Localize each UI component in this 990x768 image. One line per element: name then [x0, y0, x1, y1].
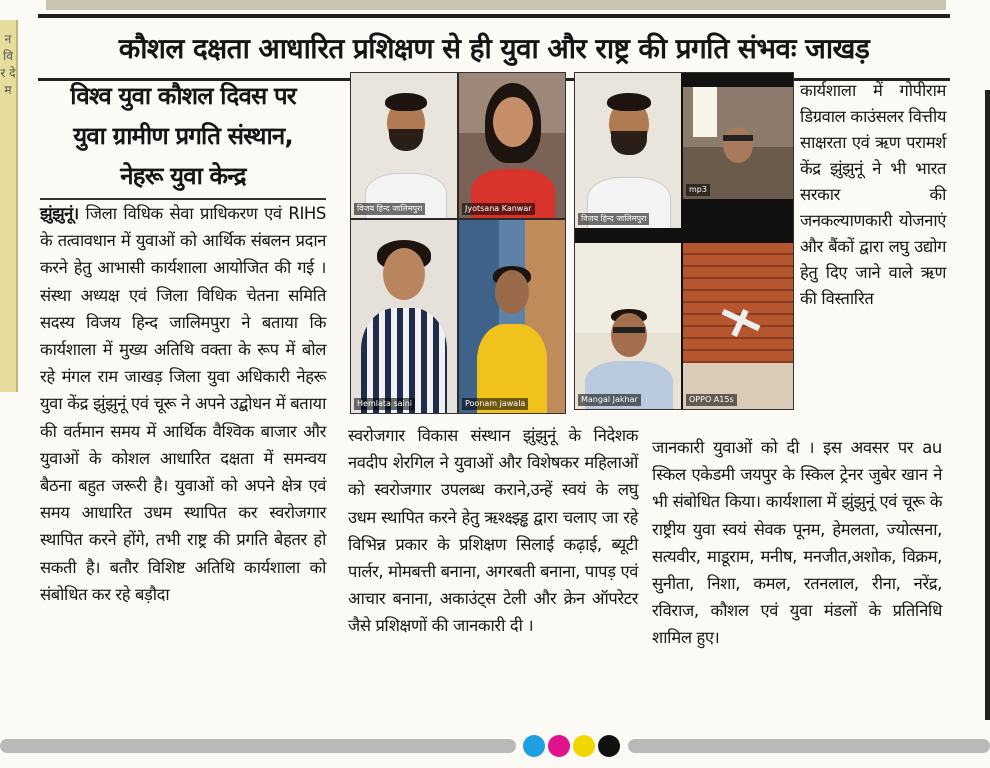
video-tile-7 — [575, 243, 681, 409]
video-tile-5 — [575, 73, 681, 228]
article-column-right-of-photo: कार्यशाला में गोपीराम डिग्रवाल काउंसलर वित्तीय साक्षरता एवं ऋण परामर्श केंद्र झुंझुनूं ने भी भारत सरकार की जनकल्याणकारी योजनाएं और बैंकों द्वारा लघु उद्योग हेतु दिए जाने वाले ऋण की विस्तारित — [800, 81, 946, 308]
video-tile-4-label: Poonam jawala — [462, 398, 528, 410]
video-tile-5-label: विजय हिन्द जालिमपुरा — [578, 213, 649, 225]
video-tile-2-label: Jyotsana Kanwar — [462, 203, 535, 215]
column-rule-right — [985, 90, 990, 720]
subheadline-line-2: युवा ग्रामीण प्रगति संस्थान, — [73, 122, 293, 150]
subheadline-line-1: विश्व युवा कौशल दिवस पर — [70, 82, 296, 110]
video-call-photo-right — [574, 72, 794, 410]
registration-strip-left — [0, 739, 516, 753]
video-tile-3 — [351, 220, 457, 413]
video-tile-7-label: Mangal Jakhar — [578, 394, 641, 406]
article-col1-text: जिला विधिक सेवा प्राधिकरण एवं RIHS के तत्वावधान में युवाओं को आर्थिक संबलन प्रदान करने हेतु आभासी कार्यशाला आयोजित की गई । संस्था अध्यक्ष एवं जिला विधिक चेतना समिति सदस्य विजय हिन्द जालिमपुरा ने बताया कि कार्यशाला में मुख्य अतिथि वक्ता के रूप में बोल रहे मंगल राम जाखड़ जिला युवा अधिकारी नेहरू युवा केंद्र झुंझुनूं एवं चूरू ने अपने उद्बोधन में बताया की वर्तमान समय में आर्थिक वैश्विक बाजार और युवाओं के कोशल आधारित दक्षता में समन्वय बैठना बहुत जरूरी है। युवाओं को अपने क्षेत्र एवं समय आधारित उधम स्थापित कर स्वरोजगार स्थापित करने होंगे, तभी राष्ट्र की प्रगति बेहतर हो सकती है। बतौर विशिष्ट अतिथि कार्यशाला को संबोधित कर रहे बड़ौदा — [40, 204, 326, 604]
video-tile-8 — [683, 243, 793, 409]
black-registration-dot — [598, 735, 620, 757]
subheadline-line-3: नेहरू युवा केन्द्र — [120, 162, 246, 190]
yellow-registration-dot — [573, 735, 595, 757]
magenta-registration-dot — [548, 735, 570, 757]
adjacent-article-fragment: न वि र दे म — [0, 32, 16, 97]
cyan-registration-dot — [523, 735, 545, 757]
registration-strip-right — [628, 739, 990, 753]
subheadline — [40, 76, 326, 200]
article-column-1 — [40, 200, 326, 608]
dateline: झुंझुनूं। — [40, 204, 79, 223]
video-tile-4 — [459, 220, 565, 413]
headline: कौशल दक्षता आधारित प्रशिक्षण से ही युवा और राष्ट्र की प्रगति संभवः जाखड़ — [118, 32, 870, 65]
top-margin-strip — [46, 0, 946, 10]
video-tile-1-label: विजय हिन्द जालिमपुरा — [354, 203, 425, 215]
article-column-2: स्वरोजगार विकास संस्थान झुंझुनूं के निदेशक नवदीप शेरगिल ने युवाओं और विशेषकर महिलाओं को स्वरोजगार उपलब्ध कराने,उन्हें स्वयं के लघु उधम स्थापित करने हेतु ऋश्क्ष्झ्ड्ढ द्वारा चलाए जा रहे विभिन्न प्रकार के प्रशिक्षण सिलाई कढ़ाई, ब्यूटी पार्लर, मोमबत्ती बनाना, अगरबती बनाना, पापड़ एवं आचार बनाना, अकाउंट्स टेली और क्रेन ऑपरेटर जैसे प्रशिक्षणों की जानकारी दी । — [348, 426, 638, 636]
print-registration-bar — [0, 733, 990, 757]
video-call-photo-left — [350, 72, 566, 414]
video-tile-6-label: mp3 — [686, 184, 710, 196]
headline-box — [38, 14, 950, 81]
video-tile-3-label: Hemlata saini — [354, 398, 415, 410]
adjacent-article-strip — [0, 20, 18, 392]
article-column-3: जानकारी युवाओं को दी । इस अवसर पर au स्किल एकेडमी जयपुर के स्किल ट्रेनर जुबेर खान ने भी संबोधित किया। कार्यशाला में झुंझुनूं एवं चूरू के राष्ट्रीय युवा स्वयं सेवक पूनम, हेमलता, ज्योत्सना, सत्यवीर, माडूराम, मनीष, मनजीत,अशोक, विक्रम, सुनीता, निशा, कमल, रतनलाल, रीना, नरेंद्र, रविराज, कौशल एवं युवा मंडलों के प्रतिनिधि शामिल हुए। — [652, 438, 942, 648]
video-tile-8-label: OPPO A15s — [686, 394, 737, 406]
video-tile-6 — [683, 87, 793, 199]
video-tile-1 — [351, 73, 457, 218]
video-tile-2 — [459, 73, 565, 218]
